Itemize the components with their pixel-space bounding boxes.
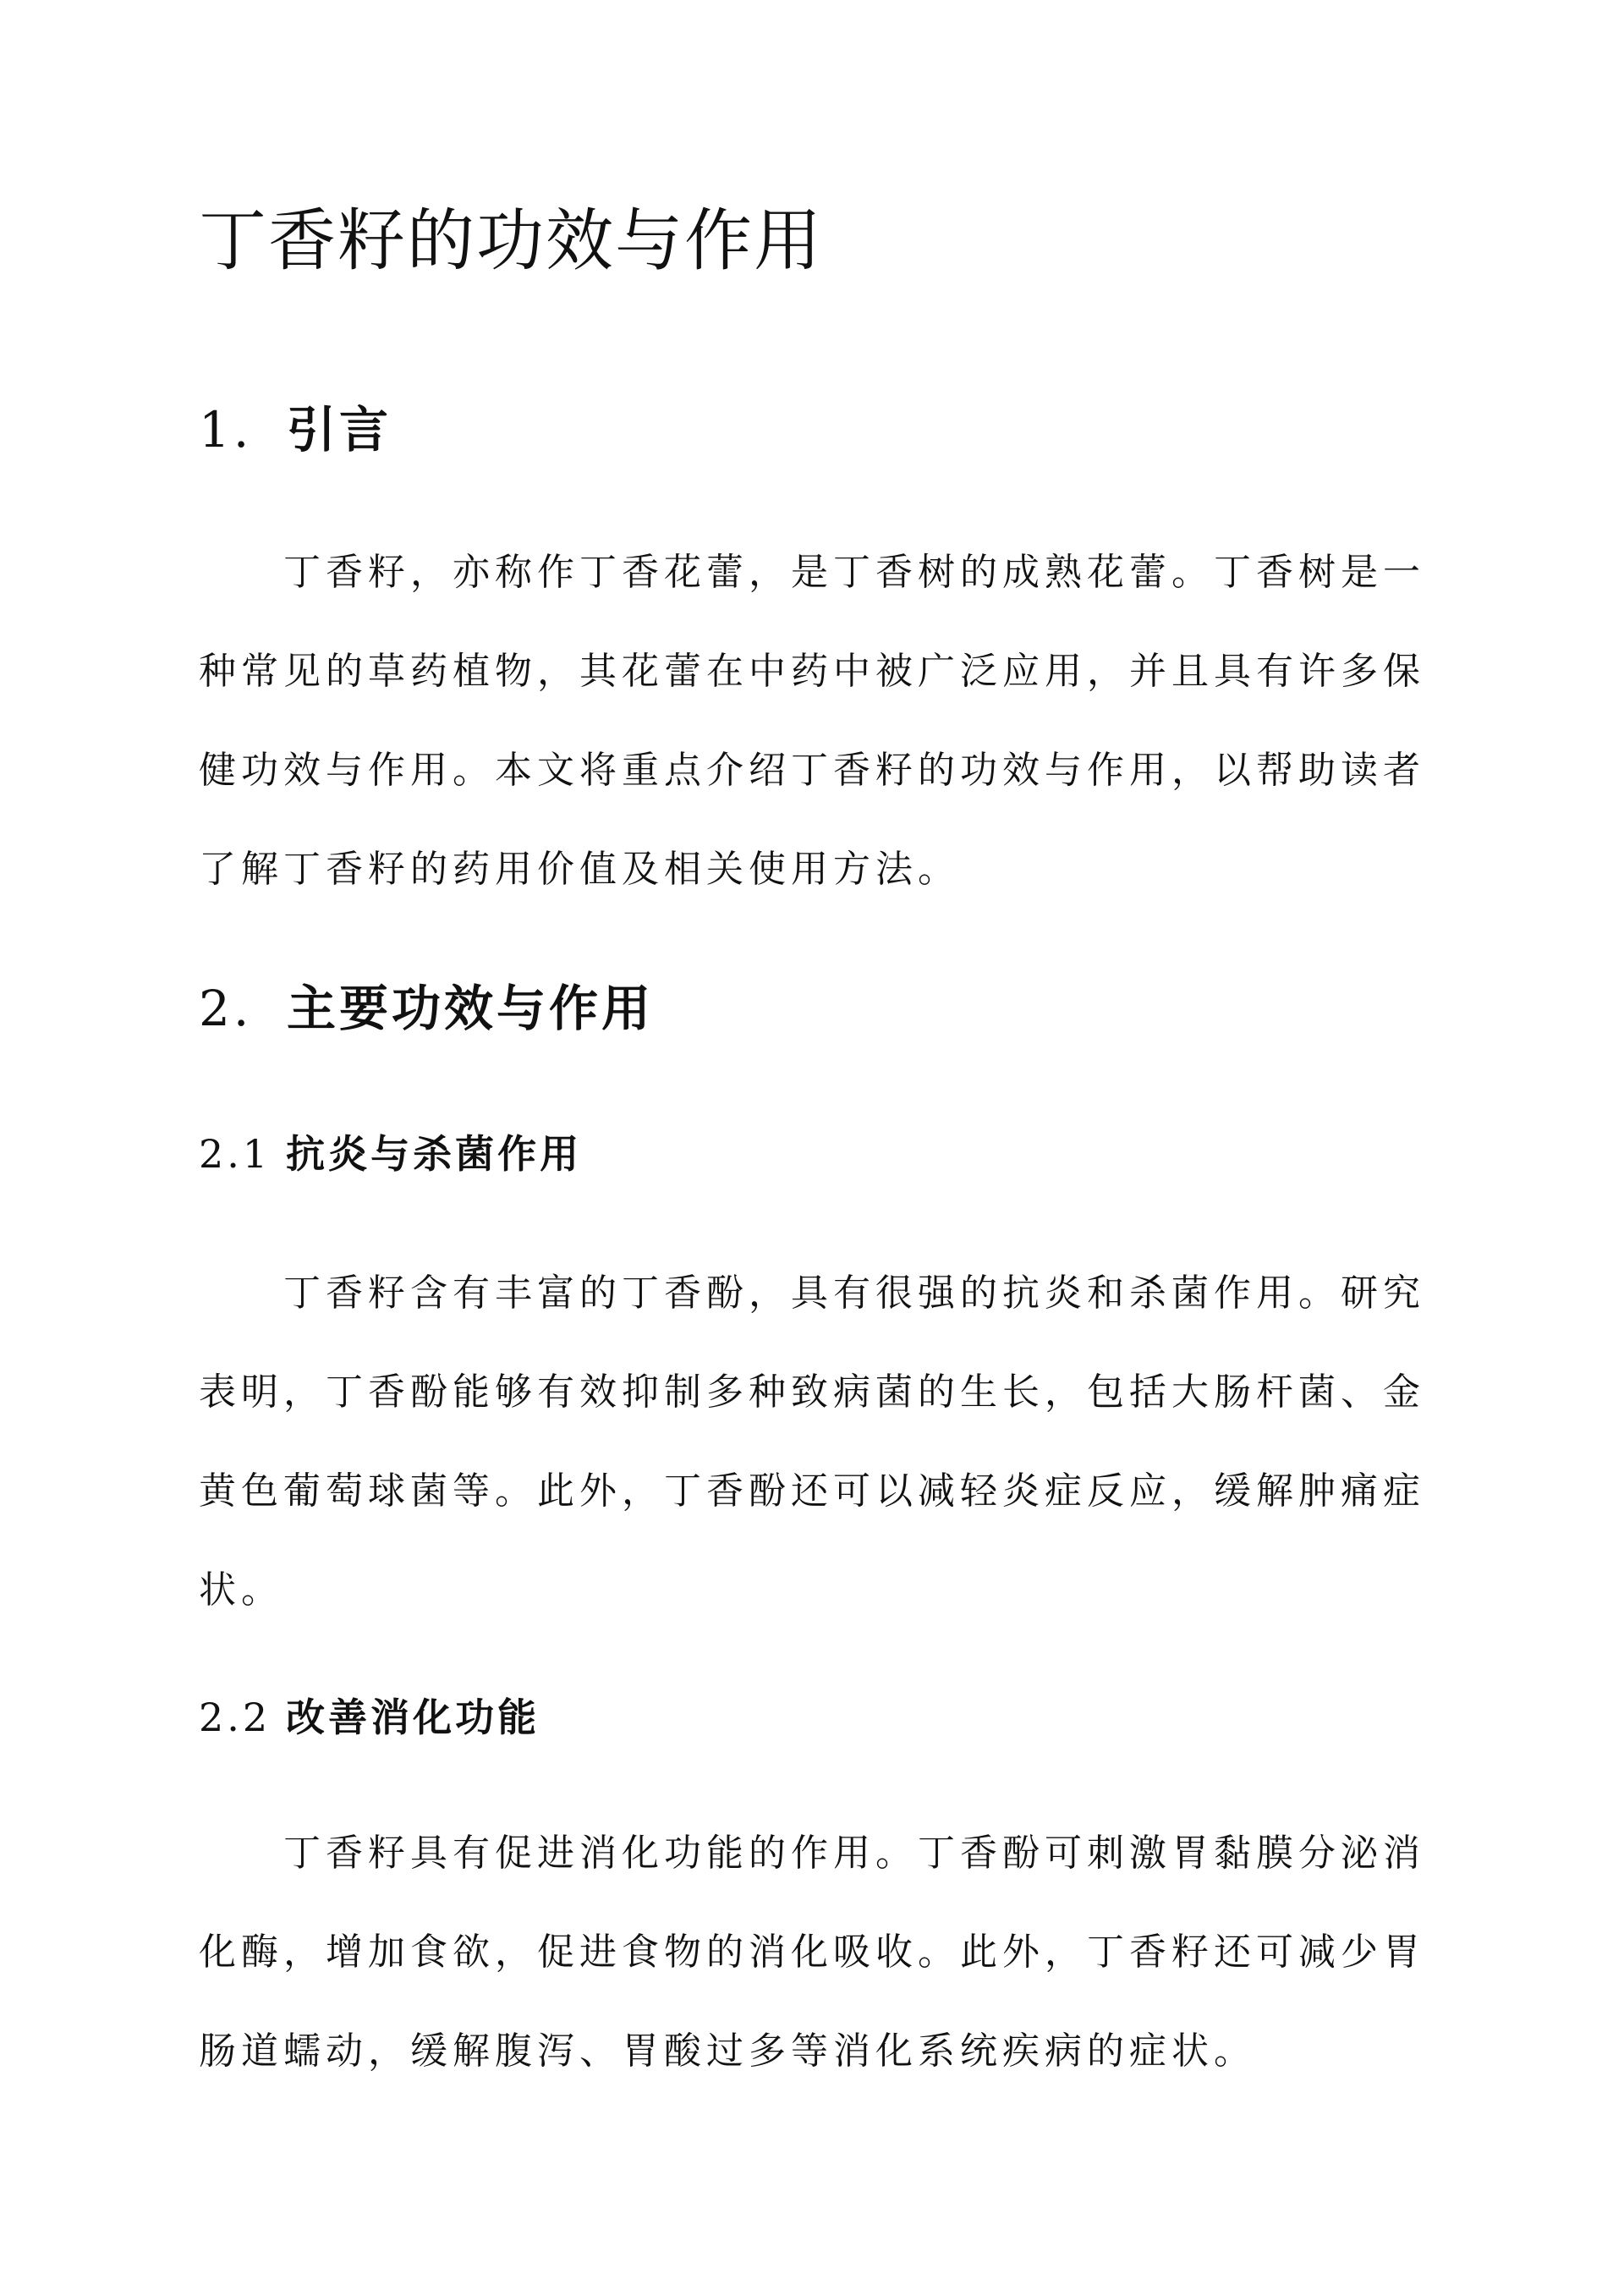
section-heading-main-effects	[199, 975, 654, 1042]
paragraph-line: 丁香籽含有丰富的丁香酚，具有很强的抗炎和杀菌作用。研究	[283, 1272, 1425, 1315]
paragraph-line: 化酶，增加食欲，促进食物的消化吸收。此外，丁香籽还可减少胃	[199, 1931, 1425, 1974]
section-title: 主要功效与作用	[287, 980, 655, 1037]
paragraph-line: 了解丁香籽的药用价值及相关使用方法。	[199, 848, 960, 891]
document-page	[199, 0, 1425, 2296]
paragraph-line: 状。	[199, 1568, 283, 1612]
subsection-title: 抗炎与杀菌作用	[286, 1131, 583, 1177]
section-title: 引言	[287, 401, 392, 459]
subsection-heading-anti-inflammatory	[199, 1129, 582, 1179]
digestion-paragraph	[199, 1804, 1425, 2101]
paragraph-line: 黄色葡萄球菌等。此外，丁香酚还可以减轻炎症反应，缓解肿痛症	[199, 1469, 1425, 1513]
section-number: 2.	[199, 980, 253, 1037]
paragraph-line: 丁香籽，亦称作丁香花蕾，是丁香树的成熟花蕾。丁香树是一	[283, 551, 1425, 594]
subsection-heading-digestion	[199, 1692, 540, 1743]
subsection-number: 2.1	[199, 1131, 272, 1177]
paragraph-line: 丁香籽具有促进消化功能的作用。丁香酚可刺激胃黏膜分泌消	[283, 1832, 1425, 1875]
paragraph-line: 健功效与作用。本文将重点介绍丁香籽的功效与作用，以帮助读者	[199, 749, 1425, 792]
section-number: 1.	[199, 401, 253, 459]
section-heading-introduction	[199, 396, 392, 464]
subsection-number: 2.2	[199, 1695, 272, 1740]
introduction-paragraph	[199, 523, 1425, 919]
paragraph-line: 表明，丁香酚能够有效抑制多种致病菌的生长，包括大肠杆菌、金	[199, 1370, 1425, 1414]
paragraph-line: 肠道蠕动，缓解腹泻、胃酸过多等消化系统疾病的症状。	[199, 2030, 1256, 2073]
subsection-title: 改善消化功能	[286, 1695, 540, 1740]
paragraph-line: 种常见的草药植物，其花蕾在中药中被广泛应用，并且具有许多保	[199, 650, 1425, 693]
document-title: 丁香籽的功效与作用	[199, 201, 823, 280]
anti-inflammatory-paragraph	[199, 1244, 1425, 1640]
